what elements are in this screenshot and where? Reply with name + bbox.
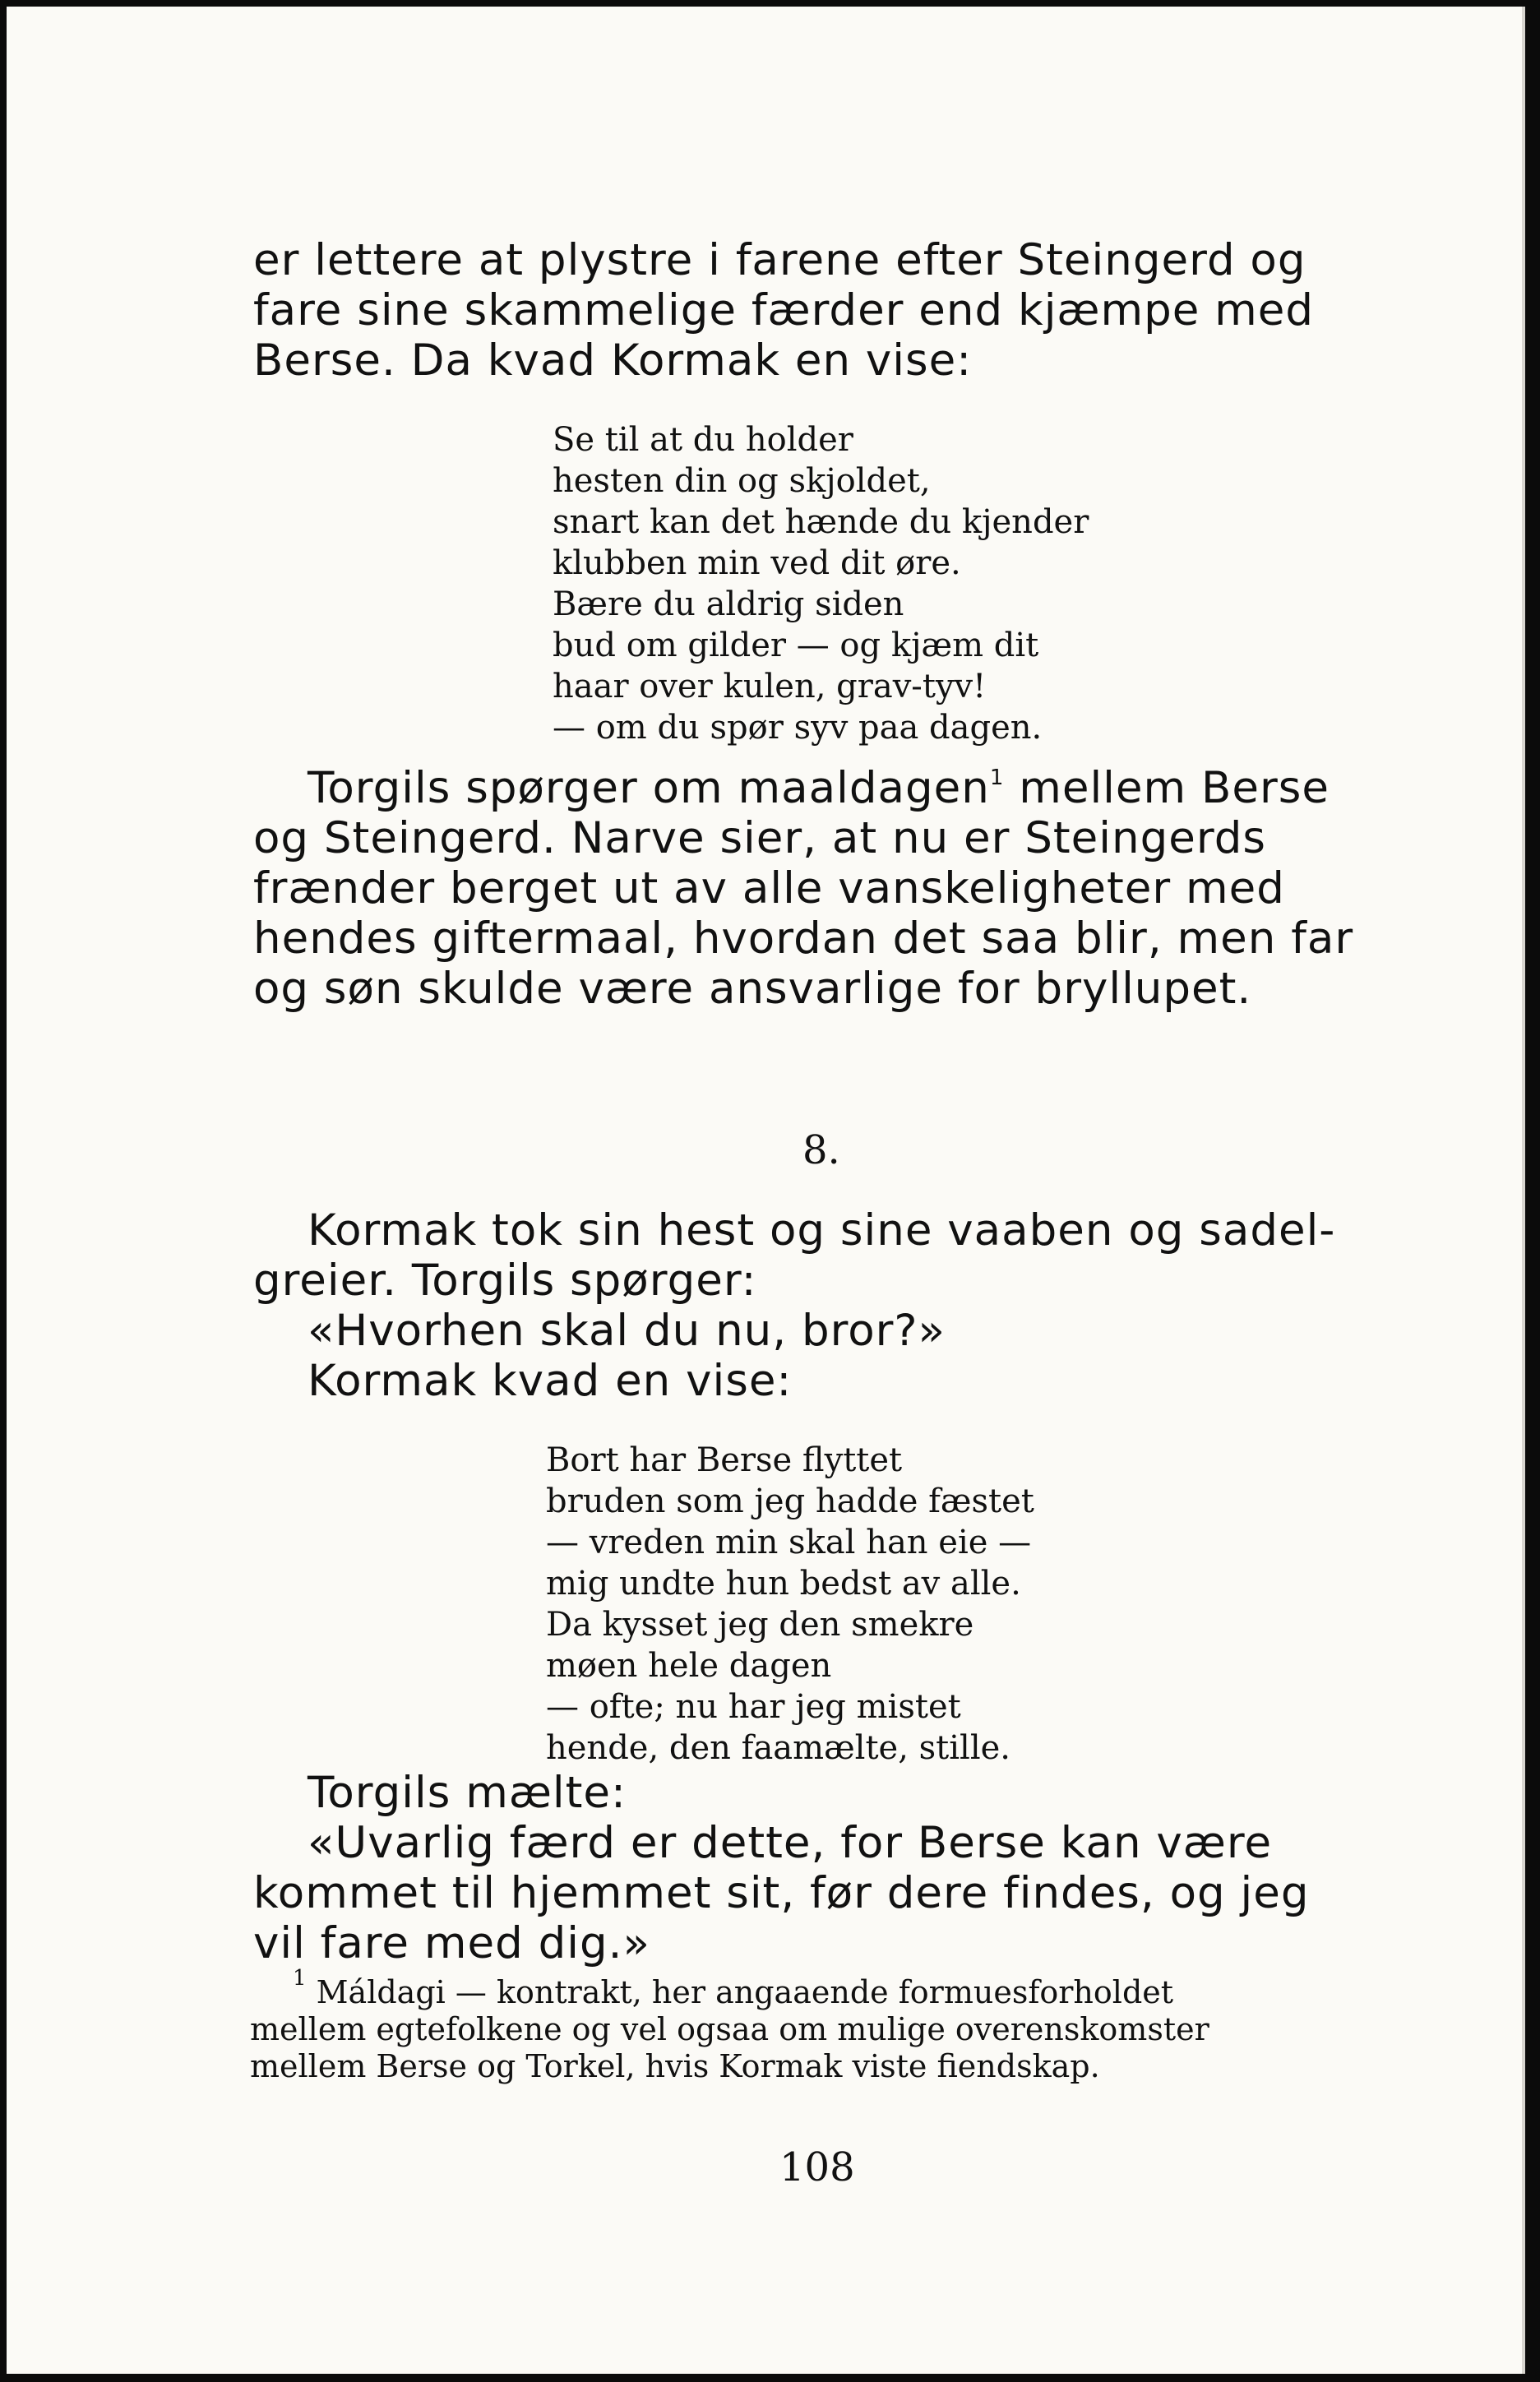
text-line: og søn skulde være ansvarlige for bryllupet. xyxy=(253,964,1252,1014)
text-line: vil fare med dig.» xyxy=(253,1918,650,1968)
footnote-marker: 1 xyxy=(293,1966,307,1991)
verse-line: klubben min ved dit øre. xyxy=(553,544,961,582)
footnote-line: mellem Berse og Torkel, hvis Kormak viste fiendskap. xyxy=(250,2048,1100,2084)
paragraph-3 xyxy=(253,1205,1404,1406)
verse-line: Se til at du holder xyxy=(553,421,853,459)
text-line: «Hvorhen skal du nu, bror?» xyxy=(308,1306,946,1356)
text-line: Berse. Da kvad Kormak en vise: xyxy=(253,335,973,386)
paragraph-1 xyxy=(253,235,1404,386)
verse-line: Bort har Berse flyttet xyxy=(546,1441,903,1479)
verse-line: bruden som jeg hadde fæstet xyxy=(546,1482,1034,1520)
text-line xyxy=(253,763,1404,813)
footnote-line xyxy=(250,1966,1401,2011)
verse-2 xyxy=(546,1440,1034,1769)
text-line: Kormak kvad en vise: xyxy=(308,1356,793,1406)
book-page xyxy=(7,7,1525,2374)
text-segment: mellem Berse xyxy=(1004,763,1330,813)
footnote-line: mellem egtefolkene og vel ogsaa om mulige overenskomster xyxy=(250,2011,1209,2047)
verse-line: Da kysset jeg den smekre xyxy=(546,1606,974,1644)
verse-line: — vreden min skal han eie — xyxy=(546,1524,1032,1561)
verse-line: bud om gilder — og kjæm dit xyxy=(553,627,1039,664)
text-line: er lettere at plystre i farene efter Steingerd og xyxy=(253,235,1306,285)
chapter-heading: 8. xyxy=(802,1127,840,1173)
text-line: og Steingerd. Narve sier, at nu er Steingerds xyxy=(253,813,1266,863)
text-line: Kormak tok sin hest og sine vaaben og sadel- xyxy=(308,1205,1336,1256)
text-line: greier. Torgils spørger: xyxy=(253,1256,757,1306)
text-line: «Uvarlig færd er dette, for Berse kan være xyxy=(308,1818,1273,1868)
text-line: kommet til hjemmet sit, før dere findes, og jeg xyxy=(253,1868,1310,1918)
text-segment: Torgils spørger om maaldagen xyxy=(308,763,990,813)
verse-line: hesten din og skjoldet, xyxy=(553,462,931,500)
verse-line: — ofte; nu har jeg mistet xyxy=(546,1688,961,1726)
verse-line: Bære du aldrig siden xyxy=(553,585,904,623)
text-line: frænder berget ut av alle vanskeligheter med xyxy=(253,863,1285,913)
verse-line: hende, den faamælte, stille. xyxy=(546,1729,1011,1767)
page-number: 108 xyxy=(779,2144,855,2190)
verse-line: mig undte hun bedst av alle. xyxy=(546,1565,1021,1603)
text-line: Torgils mælte: xyxy=(308,1768,627,1818)
text-line: fare sine skammelige færder end kjæmpe med xyxy=(253,285,1315,335)
paragraph-4 xyxy=(253,1768,1404,1968)
verse-1 xyxy=(553,419,1089,748)
text-line: hendes giftermaal, hvordan det saa blir, men far xyxy=(253,913,1354,964)
verse-line: snart kan det hænde du kjender xyxy=(553,503,1089,541)
verse-line: møen hele dagen xyxy=(546,1647,832,1685)
footnote-ref: 1 xyxy=(989,765,1005,790)
verse-line: haar over kulen, grav-tyv! xyxy=(553,668,987,705)
page-text xyxy=(7,7,1522,2374)
paragraph-2 xyxy=(253,763,1404,1014)
footnote xyxy=(250,1966,1401,2085)
text-segment: Máldagi — kontrakt, her angaaende formuesforholdet xyxy=(316,1974,1174,2010)
verse-line: — om du spør syv paa dagen. xyxy=(553,709,1043,747)
